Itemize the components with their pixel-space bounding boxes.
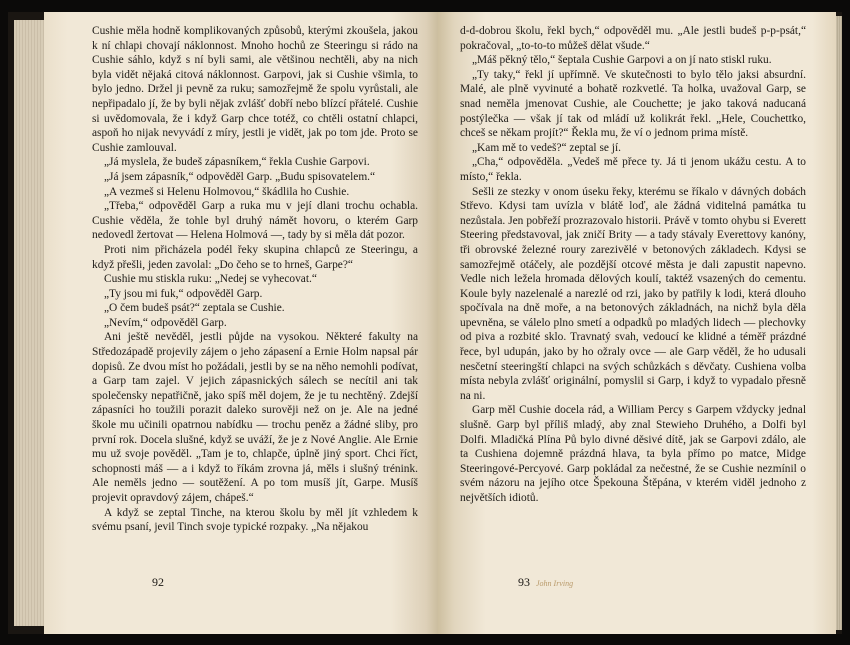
right-page: [438, 12, 836, 634]
left-page-text: [92, 24, 418, 535]
paragraph: „Cha,“ odpověděla. „Vedeš mě přece ty. Já ti jenom ukážu cestu. A to místo,“ řekla.: [460, 156, 806, 183]
page-number-left: 92: [152, 575, 164, 589]
right-page-text: [460, 24, 806, 506]
paragraph: „Třeba,“ odpověděl Garp a ruka mu v její dlani trochu ochabla. Cushie věděla, že tohle byl druhý námět hovoru, o kterém Garp nedovedl žertovat — Helena Holmová —, tady by si měla dát pozor.: [92, 200, 418, 242]
paragraph: „Já jsem zápasník,“ odpověděl Garp. „Budu spisovatelem.“: [104, 170, 376, 183]
paragraph: „Ty jsou mi fuk,“ odpověděl Garp.: [104, 287, 263, 300]
paragraph: Garp měl Cushie docela rád, a William Percy s Garpem vždycky jednal slušně. Garp byl příliš mladý, aby znal Stewieho Druhého, a Dolfi byl Dolfi. Mladičká Plína Pů bylo divné děsivé dítě, jak se Garpovi zdálo, ale ta Cushiena dojemně prázdná hlava, ta byla přímo po matce, Midge Steeringové-Percyové. Garp pokládal za nečestné, že se Cushie nezmínil o svém názoru na jejího otce Špekouna Štěpána, v kterém viděl jednoho z největších idiotů.: [460, 404, 806, 504]
page-number-right: 93 John Irving: [518, 575, 574, 589]
open-book: [8, 12, 842, 634]
paragraph: „Nevím,“ odpověděl Garp.: [104, 316, 227, 329]
page-edges-right: [836, 16, 842, 630]
paragraph: Proti nim přicházela podél řeky skupina chlapců ze Steeringu, a když přešli, jeden zavolal: „Do čeho se to hrneš, Garpe?“: [92, 243, 418, 271]
paragraph: A když se zeptal Tinche, na kterou školu by měl jít vzhledem k svému psaní, jevil Tinch svoje typické rozpaky. „Na nějakou: [92, 506, 418, 534]
paragraph: Cushie měla hodně komplikovaných způsobů, kterými zkoušela, jakou k ní chlapi chovají náklonnost. Mnoho hochů ze Steeringu si rádo na Cushie sáhlo, když s ní byli sami, ale většinou nechtěli, aby na nich byla vidět nějaká citová náklonnost. Garpovi, jak si Cushie všimla, to bylo jedno. Držel ji pevně za ruku; samozřejmě že spolu vyrůstali, ale nepřipadalo jí, že by byli nějak zvlášť dobří nebo blízcí přátelé. Cushie si uvědomovala, že i když Garp chce totéž, co chtěli ostatní chlapci, aspoň ho nijak nevyvádí z míry, jestli je vidět, jak po tom jde. Proto se Cushie zamlouval.: [92, 25, 418, 154]
paragraph: Cushie mu stiskla ruku: „Nedej se vyhecovat.“: [104, 273, 317, 286]
paragraph: „A vezmeš si Helenu Holmovou,“ škádlila ho Cushie.: [104, 185, 350, 198]
paragraph: „Kam mě to vedeš?“ zeptal se jí.: [472, 141, 621, 154]
paragraph: „O čem budeš psát?“ zeptala se Cushie.: [104, 302, 285, 315]
paragraph: „Ty taky,“ řekl jí upřímně. Ve skutečnosti to bylo tělo jaksi absurdní. Malé, ale plně vyvinuté a bohatě rozkvetlé. Ta holka, uvažoval Garp, se snad neměla jmenovat Cushie, ale Couchette; je jako taková naducaná postýlečka — však jí tak od mládí už kolikrát řekl. „Hele, Couchettko, chceš se někam projít?“ Řekla mu, že ví o jednom prima místě.: [460, 68, 806, 140]
paragraph: Ani ještě nevěděl, jestli půjde na vysokou. Některé fakulty na Středozápadě projevily zájem o jeho zápasení a Ernie Holm napsal pár dopisů. Ze dvou míst ho požádali, jestli by se na něho nemohli podívat, a Garp tam zajel. V jejich zápasnických sálech se necítil ani tak společensky nepatřičně, jako spíš měl dojem, že je tu nechtěný. Zdejší zápasníci ho toužili porazit daleko surověji než on je. Ale na jedné škole mu učinili opatrnou nabídku — trochu peněz a žádné sliby, pro první rok. Docela slušné, když se uváží, že je z Nové Anglie. Ale Ernie mu už svoje pověděl. „Tam je to, chlapče, úplně jiný sport. Chci říct, schopnosti máš — a i když to říkám zrovna já, měls i slušný trénink. Ale neměls jedno — soutěžení. A po tom musíš jít, Garpe. Musíš projevit opravdový zájem, chápeš.“: [92, 331, 418, 504]
paragraph: „Máš pěkný tělo,“ šeptala Cushie Garpovi a on jí nato stiskl ruku.: [472, 54, 772, 67]
left-page: [44, 12, 438, 634]
paragraph: „Já myslela, že budeš zápasníkem,“ řekla Cushie Garpovi.: [104, 156, 370, 169]
running-head: John Irving: [536, 579, 574, 588]
paragraph: d-d-dobrou školu, řekl bych,“ odpověděl mu. „Ale jestli budeš p-p-psát,“ pokračoval, „to-to-to můžeš dělat všude.“: [460, 25, 806, 52]
paragraph: Sešli ze stezky v onom úseku řeky, kterému se říkalo v dávných dobách Střevo. Kdysi tam uvízla v blátě loď, ale žádná viditelná památka tu nezůstala. Jen pobřeží prozrazovalo historii. Právě v tomto ohybu si Everett Steering představoval, jak zničí Brity — a tady stávaly Everettovy kanóny, tři obrovské železné roury zarezivělé v betonových základech. Kdysi se samozřejmě otáčely, ale pozdější otcové města je dali zapustit napevno. Vedle nich ležela hromada dělových koulí, taktéž vsazených do cementu. Koule byly nazelenalé a narezlé od rzi, jako by patřily k lodi, která dlouho spočívala na dně moře, a na betonových základnách, na nichž byla děla upevněna, se válelo plno smetí a odpadků po mladých lidech — plechovky od piva a rozbité sklo. Travnatý svah, vedoucí ke klidné a téměř prázdné řece, byl udupán, jako by ho ožraly ovce — ale Garp věděl, že ho udusali nesčetní steeringští chlapci na svých schůzkách s děvčaty. Cushiena volba místa nebyla zvlášť originální, pomyslil si Garp, i když to vypadalo přesně na ni.: [460, 185, 806, 402]
page-edges-left: [14, 20, 44, 626]
